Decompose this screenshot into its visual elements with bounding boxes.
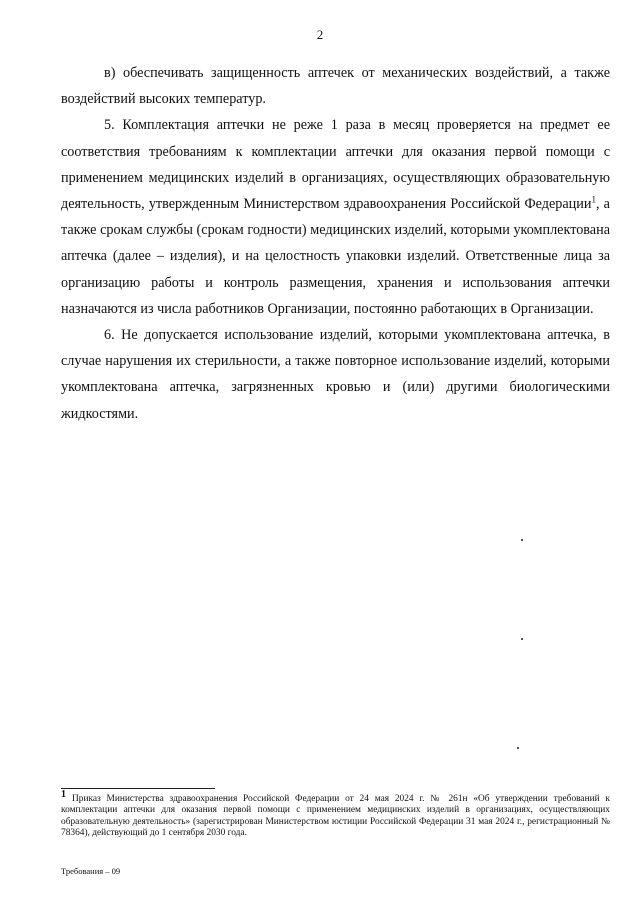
document-code-label: Требования – 09 [61, 866, 121, 876]
paragraph-5-part-1: 5. Комплектация аптечки не реже 1 раза в месяц проверяется на предмет ее соответствия требованиям к комплектации аптечки для оказания первой помощи с применением медицинских изделий в организациях, осуществляющих образовательную деятельность, утвержденным Министерством здравоохранения Российской Федерации [61, 117, 610, 213]
scan-speck [517, 747, 519, 749]
paragraph-5 [61, 112, 610, 322]
paragraph-5-part-2: , а также срокам службы (срокам годности) медицинских изделий, которыми укомплектована аптечка (далее – изделия), и на целостность упаковки изделий. Ответственные лица за организацию работы и контроль размещения, хранения и использования аптечки назначаются из числа работников Организации, постоянно работающих в Организации. [61, 196, 610, 317]
scan-speck [521, 638, 523, 640]
scan-speck [521, 539, 523, 541]
page-number: 2 [316, 27, 324, 42]
footnote-mark: 1 [61, 788, 66, 800]
footnote-divider [61, 788, 215, 789]
footnote-reference[interactable]: 1 [591, 194, 596, 205]
document-body [61, 60, 610, 427]
paragraph-6: 6. Не допускается использование изделий, которыми укомплектована аптечка, в случае нарушения их стерильности, а также повторное использование изделий, которыми укомплектована аптечка, загрязненных кровью и (или) другими биологическими жидкостями. [61, 327, 610, 422]
footnote [61, 788, 610, 840]
paragraph-item-v: в) обеспечивать защищенность аптечек от механических воздействий, а также воздействий высоких температур. [61, 65, 610, 108]
footnote-text: Приказ Министерства здравоохранения Российской Федерации от 24 мая 2024 г. № 261н «Об утверждении требований к комплектации аптечки для оказания первой помощи с применением медицинских изделий в организациях, осуществляющих образовательную деятельность» (зарегистрирован Министерством юстиции Российской Федерации 31 мая 2024 г., регистрационный № 78364), действующий до 1 сентября 2030 года. [61, 794, 610, 839]
